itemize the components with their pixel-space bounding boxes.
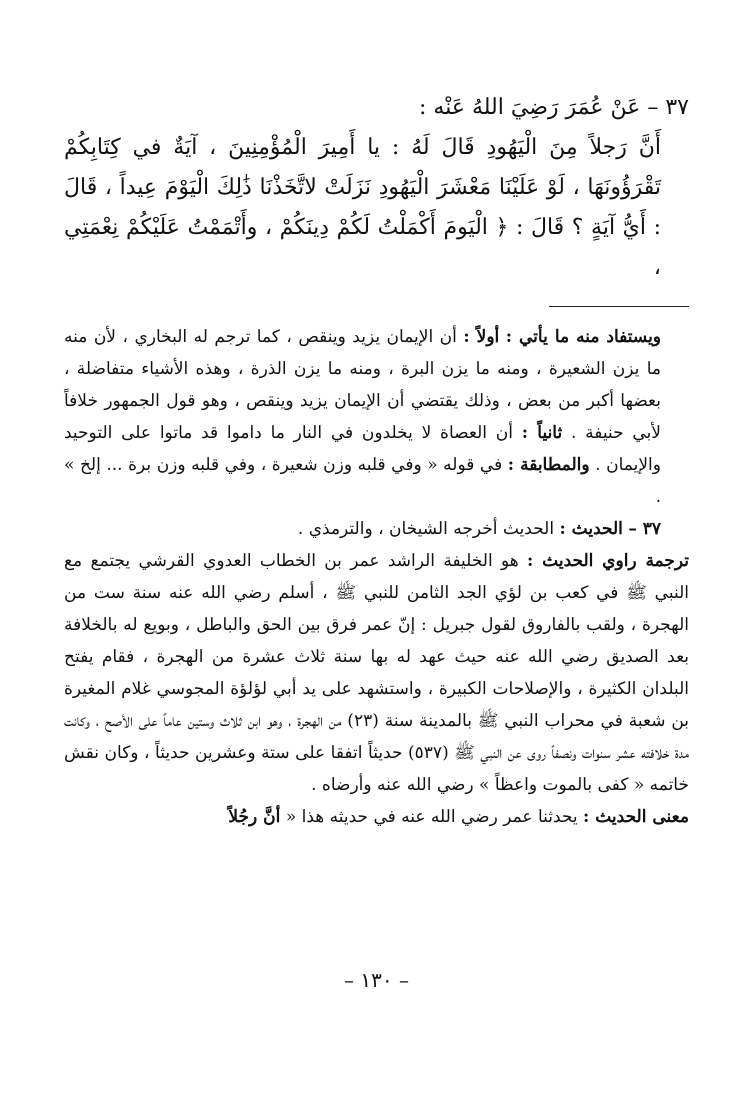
benefits-lead: ويستفاد منه ما يأتي :: [505, 327, 662, 347]
hadith-number: ٣٧: [665, 95, 689, 120]
meaning-paragraph: [64, 801, 689, 833]
benefits-paragraph: [64, 321, 689, 513]
page-number: – ١٣٠ –: [344, 968, 409, 992]
benefits-first-text: أن الإيمان يزيد وينقص ، كما ترجم له البخاري ، لأن منه ما يزن الشعيرة ، ومنه ما يزن البرة ، ومنه ما يزن الذرة ، وهذه الأشياء متفاضلة ، بعضها أكبر من بعض ، وذلك يقتضي أن الإيمان يزيد وينقص ، وهو قول الجمهور خلافاً لأبي حنيفة .: [64, 327, 662, 443]
takhrij-label: الحديث :: [559, 519, 623, 539]
hadith-dash: –: [640, 95, 659, 120]
benefits-match-label: والمطابقة :: [507, 455, 590, 475]
takhrij-paragraph: [64, 513, 689, 545]
hadith-text: أَنَّ رَجلاً مِنَ الْيَهُودِ قَالَ لَهُ : يا أَمِيرَ الْمُؤْمِنِينَ ، آيَةٌ في كِتَابِكُمْ تَقْرَؤُونَهَا ، لَوْ عَلَيْنَا مَعْشَرَ الْيَهُودِ نَزَلَتْ لاتَّخَذْنَا ذَٰلِكَ الْيَوْمَ عِيداً ، قَالَ : أَيُّ آيَةٍ ؟ قَالَ : ﴿ الْيَومَ أَكْمَلْتُ لَكُمْ دِينَكُمْ ، وأَتْمَمْتُ عَلَيْكُمْ نِعْمَتِي ،: [64, 135, 661, 280]
hadith-narrator-intro: عَنْ عُمَرَ رَضِيَ اللهُ عَنْه :: [419, 95, 641, 120]
meaning-label: معنى الحديث :: [583, 807, 689, 827]
meaning-quote-start: أنَّ رجُلاً: [228, 807, 281, 827]
benefits-match-text: في قوله « وفي قلبه وزن شعيرة ، وفي قلبه وزن برة ... إلخ » .: [64, 455, 661, 507]
takhrij-text: الحديث أخرجه الشيخان ، والترمذي .: [297, 519, 555, 539]
benefits-second-label: ثانياً :: [521, 423, 563, 443]
benefits-first-label: أولاً :: [463, 327, 500, 347]
takhrij-number: ٣٧ –: [628, 519, 661, 539]
hadith-heading: [64, 88, 689, 128]
footnote-divider: [549, 306, 689, 307]
biography-text: هو الخليفة الراشد عمر بن الخطاب العدوي القرشي يجتمع مع النبي ﷺ في كعب بن لؤي الجد الثامن للنبي ﷺ ، أسلم رضي الله عنه سنة ست من الهجرة ، ولقب بالفاروق لقول جبريل : إنّ عمر فرق بين الحق والباطل ، وبويع له بالخلافة بعد الصديق رضي الله عنه حيث عهد له بها سنة ثلاث عشرة من الهجرة ، فقام يفتح البلدان الكثيرة ، والإصلاحات الكبيرة ، واستشهد على يد أبي لؤلؤة المجوسي غلام المغيرة بن شعبة في محراب النبي ﷺ بالمدينة سنة (٢٣) من الهجرة ، وهو ابن ثلاث وستين عاماً على الأصح ، وكانت مدة خلافته عشر سنوات ونصفاً روى عن النبي ﷺ (٥٣٧) حديثاً اتفقا على ستة وعشرين حديثاً ، وكان نقش خاتمه « كفى بالموت واعظاً » رضي الله عنه وأرضاه .: [64, 551, 689, 795]
meaning-text: يحدثنا عمر رضي الله عنه في حديثه هذا «: [285, 807, 578, 827]
book-page: [64, 88, 689, 1068]
biography-label: ترجمة راوي الحديث :: [527, 551, 690, 571]
benefits-second-text: أن العصاة لا يخلدون في النار ما داموا قد ماتوا على التوحيد والإيمان .: [64, 423, 661, 475]
biography-paragraph: [64, 545, 689, 801]
